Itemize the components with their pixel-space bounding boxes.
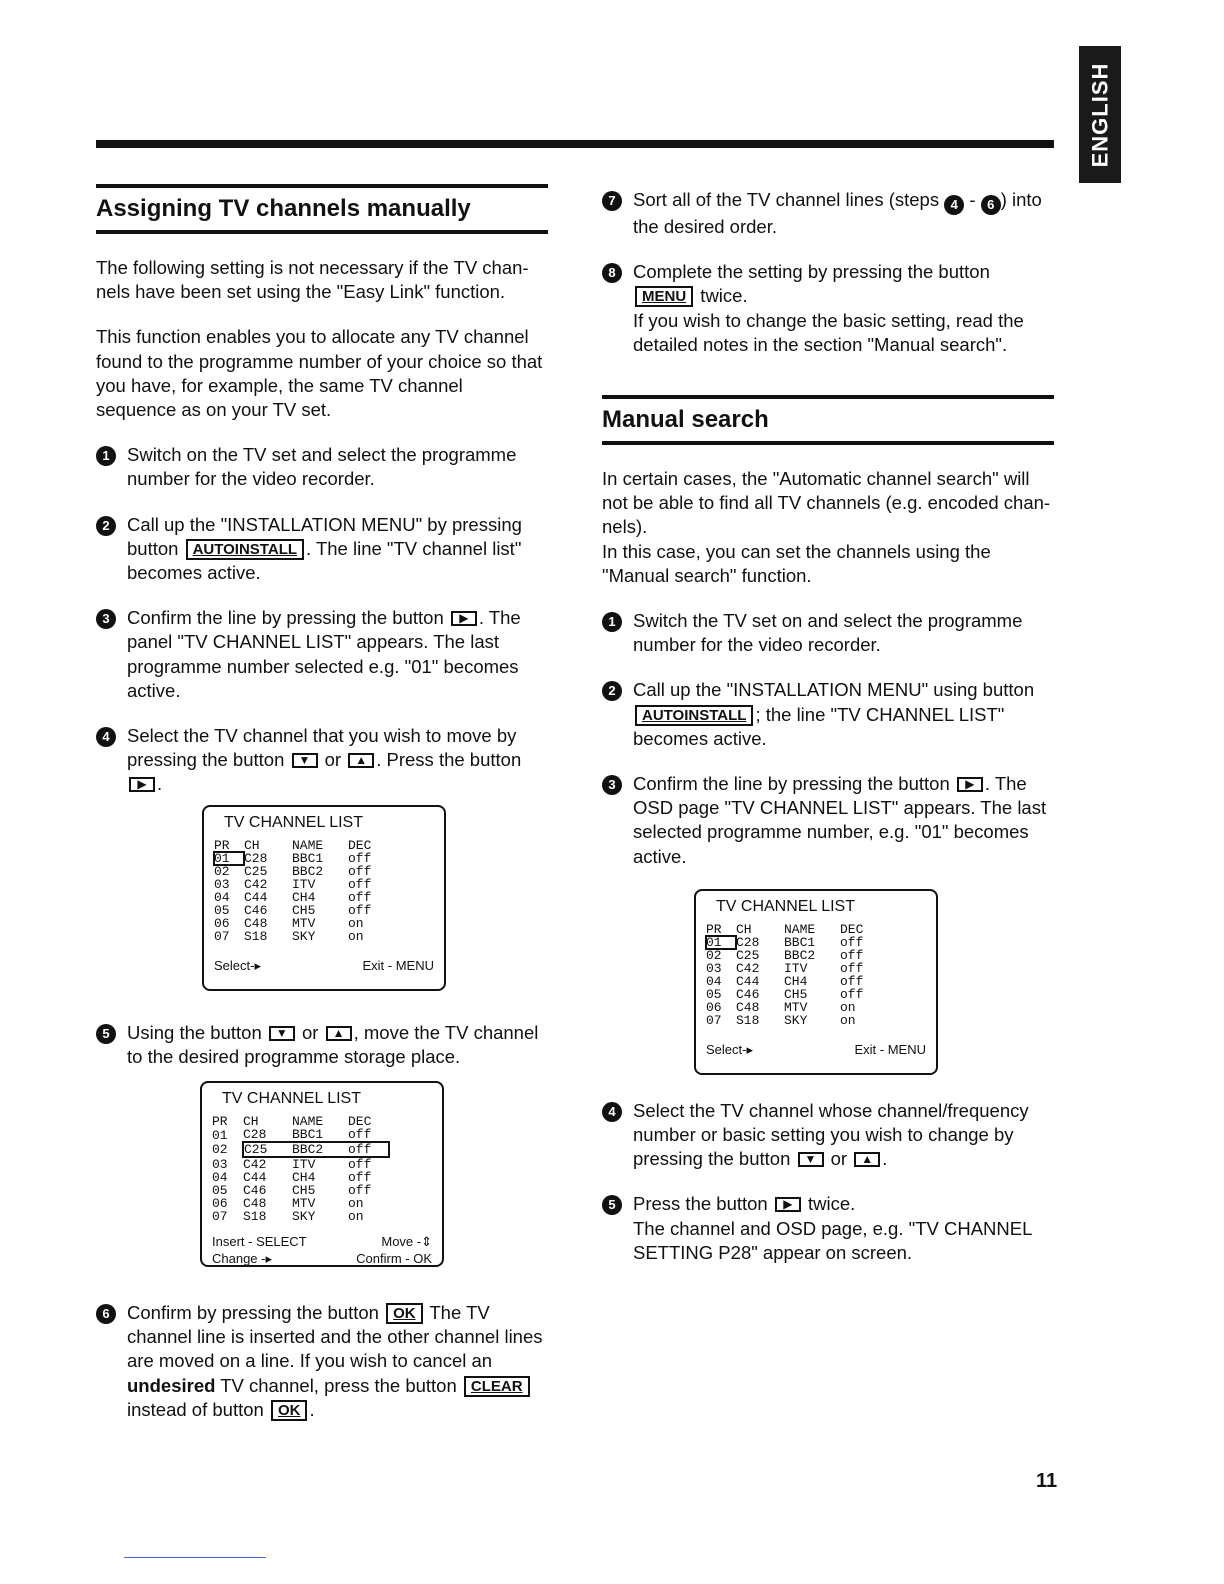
osd-cell: BBC1: [292, 1127, 324, 1143]
step-text: Press the button: [633, 1193, 773, 1215]
osd-cell: off: [840, 973, 864, 989]
osd-cell: 03: [212, 1156, 228, 1172]
osd-cell: C46: [243, 1183, 267, 1199]
osd-cell: off: [348, 1170, 372, 1186]
step-text: .: [157, 773, 163, 795]
osd-cell: off: [348, 863, 372, 879]
manual-intro-2: In this case, you can set the channels using the "Manual search" function.: [602, 540, 991, 586]
step-number-badge: 2: [96, 516, 116, 536]
osd-cell: 04: [212, 1170, 228, 1186]
osd-cell: 05: [214, 902, 230, 918]
osd-cell: ITV: [292, 876, 316, 892]
osd-footer: [212, 1233, 432, 1250]
osd-header-pr: PR: [212, 1114, 228, 1130]
step-text: . The OSD page "TV CHANNEL LIST" appears. The last selected programme number, e.g. "01" becomes active.: [633, 773, 1047, 867]
osd-cell: 07: [706, 1012, 722, 1028]
osd-cell: 01: [706, 936, 736, 949]
osd-cell: on: [348, 928, 364, 944]
osd-cell: off: [348, 889, 372, 905]
osd-cell: CH5: [292, 1183, 316, 1199]
left-step-3: [96, 606, 548, 703]
osd-cell: S18: [243, 1209, 267, 1225]
step-text: Select the TV channel whose channel/frequency number or basic setting you wish to change by pressing the button: [633, 1099, 1029, 1170]
osd-header-dec: DEC: [840, 921, 864, 937]
osd-cell: MTV: [784, 999, 808, 1015]
step-text: Call up the "INSTALLATION MENU" by pressing button: [127, 513, 522, 559]
osd-cell: C44: [736, 973, 760, 989]
osd-footer-move: [381, 1233, 432, 1250]
page-number: 11: [1036, 1470, 1058, 1492]
down-key-icon: ▼: [798, 1152, 824, 1167]
osd-cell: off: [348, 1183, 372, 1199]
osd-row: [706, 949, 880, 962]
osd-cell: 01: [214, 852, 244, 865]
osd-cell: C42: [736, 960, 760, 976]
osd-footer-left: [706, 1041, 753, 1058]
left-column: [96, 184, 548, 1443]
osd-header-dec: DEC: [348, 837, 372, 853]
osd-row: [212, 1128, 389, 1142]
step-text: , move the TV channel to the desired programme storage place.: [127, 1021, 539, 1067]
step-text: TV channel, press the button: [215, 1374, 462, 1396]
osd-cell: MTV: [292, 915, 316, 931]
right-column: [602, 188, 1054, 1286]
osd-cell: 05: [212, 1183, 228, 1199]
osd-cell: BBC2: [292, 863, 324, 879]
osd-cell: ITV: [784, 960, 808, 976]
triangle-right-icon: ▸: [746, 1041, 753, 1057]
osd-footer: [706, 1041, 926, 1058]
step-text: ) into the desired order.: [633, 189, 1042, 237]
intro-paragraph-2: This function enables you to allocate any TV channel found to the programme number of your choice so that you have, for example, the same TV channel sequence as on your TV set.: [96, 326, 543, 421]
step-text: or: [319, 749, 347, 771]
ok-key: OK: [271, 1400, 308, 1421]
osd-panel-channel-list-2: [200, 1081, 444, 1267]
osd-cell: CH4: [784, 973, 808, 989]
step-text: Confirm the line by pressing the button: [127, 607, 449, 629]
osd-cell: CH4: [292, 1170, 316, 1186]
osd-cell: C48: [244, 915, 268, 931]
osd-footer-change: [212, 1250, 272, 1267]
osd-cell: on: [840, 999, 856, 1015]
step-number-badge: 3: [602, 775, 622, 795]
osd-cell: 02: [212, 1142, 228, 1158]
osd-cell: off: [348, 1157, 372, 1173]
manual-intro-1: In certain cases, the "Automatic channel search" will not be able to find all TV channels (e.g. encoded chan-nels).: [602, 468, 1051, 538]
down-key-icon: ▼: [292, 753, 318, 768]
step-text: Select the TV channel that you wish to move by pressing the button: [127, 725, 517, 771]
osd-cell: MTV: [292, 1196, 316, 1212]
step-number-badge: 7: [602, 191, 622, 211]
osd-cell: BBC2: [292, 1142, 348, 1157]
emphasis-undesired: undesired: [127, 1374, 216, 1396]
scan-artifact-line: [124, 1557, 266, 1558]
osd-header-name: NAME: [292, 1114, 324, 1130]
top-rule: [96, 140, 1054, 148]
osd-cell: 06: [212, 1196, 228, 1212]
step-text: . The line "TV channel list" becomes active.: [127, 537, 522, 584]
up-key-icon: ▲: [348, 753, 374, 768]
step-text: ; the line "TV CHANNEL LIST" becomes active.: [633, 703, 1005, 749]
menu-key: MENU: [635, 286, 693, 307]
osd-cell: C42: [243, 1157, 267, 1173]
osd-cell: off: [348, 902, 372, 918]
osd-footer-move-label: Move -: [381, 1234, 422, 1250]
osd-footer-2: [212, 1250, 432, 1267]
triangle-right-icon: ▸: [254, 957, 261, 973]
osd-header-pr: PR: [706, 921, 722, 937]
step-text: or: [825, 1148, 853, 1170]
osd-footer-right: Exit - MENU: [362, 957, 434, 973]
osd-cell: C46: [736, 986, 760, 1002]
osd-cell: on: [348, 1209, 364, 1225]
play-right-key-icon: ▶: [451, 611, 477, 626]
step-text: or: [296, 1021, 324, 1043]
osd-cell: BBC1: [292, 850, 324, 866]
intro-paragraph-1: The following setting is not necessary if the TV chan-nels have been set using the "Easy Link" function.: [96, 257, 529, 303]
osd-cell: 05: [706, 986, 722, 1002]
language-tab-label: ENGLISH: [1087, 62, 1113, 167]
osd-header-ch: CH: [243, 1114, 259, 1130]
osd-cell: 07: [214, 928, 230, 944]
osd-title: TV CHANNEL LIST: [224, 813, 363, 831]
step-text: . The panel "TV CHANNEL LIST" appears. The last programme number selected e.g. "01" becomes active.: [127, 607, 521, 701]
step-number-badge: 3: [96, 609, 116, 629]
osd-cell: 03: [214, 876, 230, 892]
osd-row: [212, 1210, 389, 1223]
osd-cell: off: [348, 850, 372, 866]
osd-row: [214, 891, 388, 904]
osd-cell: S18: [736, 1012, 760, 1028]
osd-channel-table: [214, 839, 388, 943]
osd-cell: off: [840, 960, 864, 976]
osd-cell: 06: [214, 915, 230, 931]
osd-cell: SKY: [784, 1012, 808, 1028]
left-step-2: [96, 513, 548, 586]
step-number-badge: 5: [96, 1024, 116, 1044]
section-heading-manual-search: Manual search: [602, 395, 1054, 445]
step-number-badge: 8: [602, 263, 622, 283]
osd-cell: off: [840, 986, 864, 1002]
osd-header-row: [706, 923, 880, 936]
osd-row: [706, 1014, 880, 1027]
osd-footer-change-label: Change -: [212, 1251, 266, 1267]
osd-row: [214, 865, 388, 878]
osd-cell: CH4: [292, 889, 316, 905]
osd-cell: 04: [214, 889, 230, 905]
step-number-badge: 6: [96, 1304, 116, 1324]
osd-cell: off: [348, 1142, 389, 1157]
play-right-key-icon: ▶: [775, 1197, 801, 1212]
right-step-2: [602, 678, 1054, 751]
osd-cell: on: [840, 1012, 856, 1028]
osd-cell: 01: [212, 1127, 228, 1143]
step-text: Sort all of the TV channel lines (steps: [633, 189, 945, 210]
step-number-badge: 1: [602, 612, 622, 632]
osd-cell: 02: [214, 863, 230, 879]
osd-channel-table: [706, 923, 880, 1027]
osd-header-ch: CH: [736, 921, 752, 937]
osd-cell: off: [840, 947, 864, 963]
step-text: Switch the TV set on and select the programme number for the video recorder.: [633, 610, 1023, 656]
osd-cell: C48: [736, 999, 760, 1015]
right-step-1: [602, 609, 1054, 657]
osd-cell: C42: [244, 876, 268, 892]
osd-cell: 06: [706, 999, 722, 1015]
step-text: twice.: [802, 1193, 856, 1215]
osd-row: [212, 1157, 389, 1171]
up-key-icon: ▲: [326, 1026, 352, 1041]
step-text: Using the button: [127, 1021, 267, 1043]
osd-cell: 07: [212, 1209, 228, 1225]
step-text: Complete the setting by pressing the button: [633, 261, 990, 283]
step-text: .: [882, 1148, 888, 1170]
osd-cell: C28: [244, 850, 268, 866]
osd-cell: C28: [243, 1127, 267, 1143]
language-tab: [1079, 46, 1121, 183]
osd-row: [706, 975, 880, 988]
step-number-badge: 5: [602, 1195, 622, 1215]
osd-cell: C28: [736, 934, 760, 950]
step-text: If you wish to change the basic setting, read the detailed notes in the section "Manual search".: [633, 309, 1024, 355]
right-step-5: [602, 1192, 1054, 1265]
osd-footer-select-label: Select-: [214, 957, 255, 973]
right-step-7: [602, 188, 1054, 239]
play-right-key-icon: ▶: [129, 777, 155, 792]
step-text: Switch on the TV set and select the programme number for the video recorder.: [127, 444, 517, 490]
osd-row: [706, 962, 880, 975]
osd-cell: C25: [243, 1142, 292, 1157]
step-text: . Press the button: [376, 749, 522, 771]
left-step-6: [96, 1301, 548, 1422]
osd-footer-right: Exit - MENU: [854, 1041, 926, 1057]
osd-cell: off: [348, 1127, 372, 1143]
osd-cell: off: [348, 876, 372, 892]
left-step-5: [96, 1021, 548, 1069]
up-key-icon: ▲: [854, 1152, 880, 1167]
step-reference-badge: 4: [944, 195, 964, 215]
osd-cell: C48: [243, 1196, 267, 1212]
osd-cell: CH5: [292, 902, 316, 918]
left-step-4: [96, 724, 548, 797]
step-text: .: [309, 1398, 315, 1420]
right-step-8: [602, 260, 1054, 357]
osd-row: [214, 904, 388, 917]
osd-header-dec: DEC: [348, 1114, 372, 1130]
step-reference-badge: 6: [981, 195, 1001, 215]
right-step-4: [602, 1099, 1054, 1172]
osd-cell: BBC2: [784, 947, 816, 963]
osd-footer-select-label: Select-: [706, 1041, 747, 1057]
step-text: The channel and OSD page, e.g. "TV CHANNEL SETTING P28" appear on screen.: [633, 1217, 1032, 1263]
section-heading-assigning: Assigning TV channels manually: [96, 184, 548, 234]
down-key-icon: ▼: [269, 1026, 295, 1041]
osd-cell: on: [348, 1196, 364, 1212]
left-step-1: [96, 443, 548, 491]
osd-cell: SKY: [292, 1209, 316, 1225]
osd-cell: C44: [243, 1170, 267, 1186]
triangle-right-icon: ▸: [265, 1251, 273, 1267]
clear-key: CLEAR: [464, 1376, 530, 1397]
osd-title: TV CHANNEL LIST: [222, 1090, 361, 1108]
osd-cell: C25: [736, 947, 760, 963]
osd-panel-channel-list-3: [694, 889, 938, 1075]
osd-footer-confirm: Confirm - OK: [356, 1251, 432, 1267]
step-number-badge: 4: [96, 727, 116, 747]
play-right-key-icon: ▶: [957, 777, 983, 792]
step-number-badge: 1: [96, 446, 116, 466]
osd-row: [214, 917, 388, 930]
step-text: Confirm the line by pressing the button: [633, 773, 955, 795]
osd-row: [214, 878, 388, 891]
osd-footer: [214, 957, 434, 974]
osd-cell: BBC1: [784, 934, 816, 950]
osd-channel-table: [212, 1115, 390, 1223]
osd-cell: ITV: [292, 1157, 316, 1173]
step-text: instead of button: [127, 1398, 269, 1420]
step-text: The TV channel line is inserted and the other channel lines are moved on a line. If you wish to cancel an: [127, 1302, 543, 1372]
osd-panel-channel-list-1: [202, 805, 446, 991]
step-text: -: [964, 189, 981, 210]
osd-row: [214, 852, 388, 865]
osd-title: TV CHANNEL LIST: [716, 897, 855, 915]
osd-header-name: NAME: [784, 921, 816, 937]
ok-key: OK: [386, 1303, 423, 1324]
osd-cell: C44: [244, 889, 268, 905]
osd-header-ch: CH: [244, 837, 260, 853]
step-text: twice.: [695, 285, 748, 307]
osd-cell: 04: [706, 973, 722, 989]
osd-cell: S18: [244, 928, 268, 944]
osd-row: [212, 1142, 389, 1157]
osd-row: [706, 988, 880, 1001]
osd-header-name: NAME: [292, 837, 324, 853]
osd-footer-left: [214, 957, 261, 974]
osd-footer-insert: Insert - SELECT: [212, 1234, 307, 1250]
osd-cell: SKY: [292, 928, 316, 944]
osd-row: [706, 936, 880, 949]
step-number-badge: 4: [602, 1102, 622, 1122]
osd-cell: on: [348, 915, 364, 931]
osd-header-pr: PR: [214, 837, 230, 853]
osd-cell: off: [840, 934, 864, 950]
osd-header-row: [214, 839, 388, 852]
osd-cell: 02: [706, 947, 722, 963]
osd-row: [214, 930, 388, 943]
osd-cell: C25: [244, 863, 268, 879]
osd-cell: C46: [244, 902, 268, 918]
step-number-badge: 2: [602, 681, 622, 701]
step-text: Call up the "INSTALLATION MENU" using button: [633, 679, 1035, 701]
autoinstall-key: AUTOINSTALL: [186, 539, 304, 560]
osd-cell: CH5: [784, 986, 808, 1002]
step-text: Confirm by pressing the button: [127, 1302, 385, 1324]
osd-row: [706, 1001, 880, 1014]
right-step-3: [602, 772, 1054, 869]
osd-cell: 03: [706, 960, 722, 976]
autoinstall-key: AUTOINSTALL: [635, 705, 753, 726]
up-down-arrows-icon: ⇕: [421, 1234, 432, 1250]
